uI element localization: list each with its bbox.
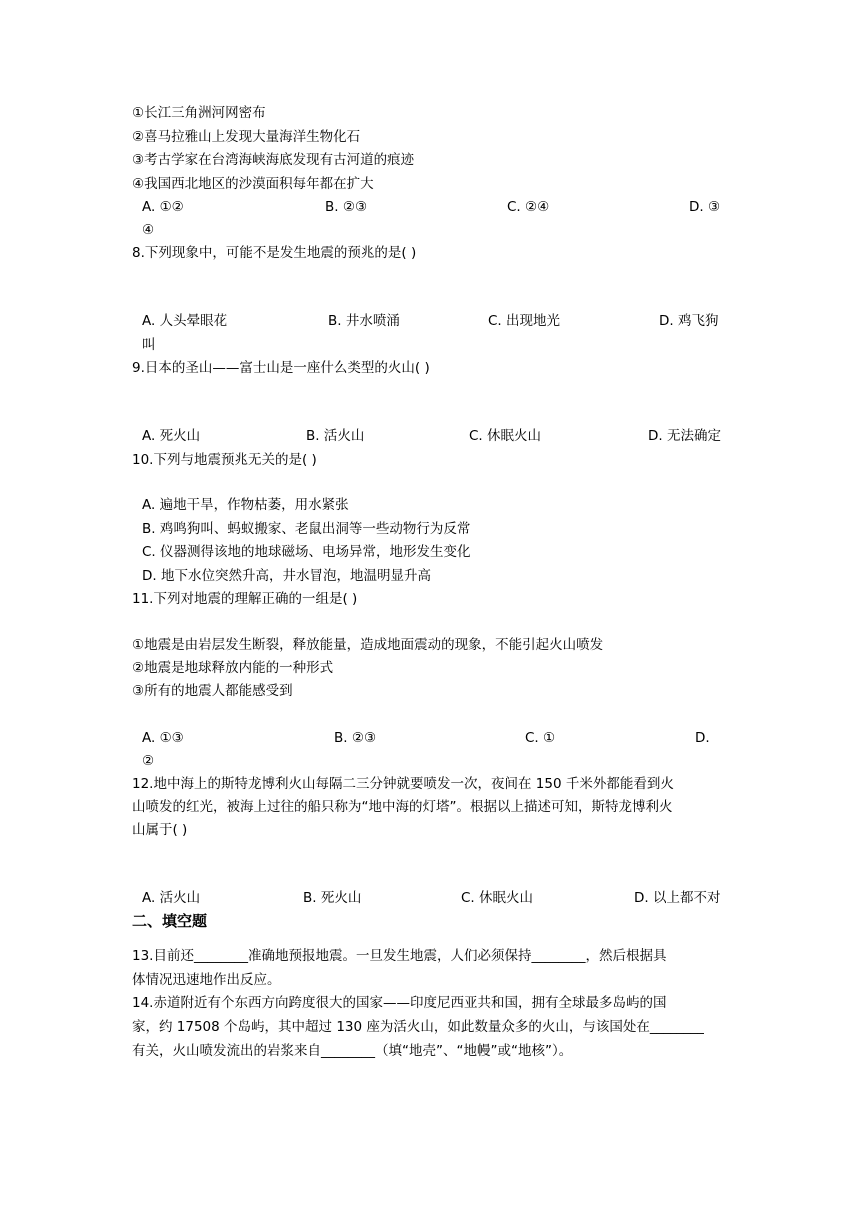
q12-option-a: A. 活火山 [142, 890, 201, 906]
q9-option-c: C. 休眠火山 [469, 428, 542, 444]
q9-option-a: A. 死火山 [142, 428, 201, 444]
q12-option-c: C. 休眠火山 [461, 890, 534, 906]
q11-option-d: D. [695, 730, 710, 746]
q10-option-c: C. 仪器测得该地的地球磁场、电场异常，地形发生变化 [142, 544, 471, 560]
q8-option-d: D. 鸡飞狗 [659, 313, 719, 329]
q7-option-b: B. ②③ [325, 199, 368, 215]
q7-option-d-wrap: ④ [142, 222, 155, 238]
q14-line-3: 有关，火山喷发流出的岩浆来自________（填“地壳”、“地幔”或“地核”）。 [132, 1043, 573, 1059]
q8-option-d-wrap: 叫 [142, 337, 156, 353]
q9-option-d: D. 无法确定 [648, 428, 721, 444]
q10-option-a: A. 遍地干旱，作物枯萎，用水紧张 [142, 497, 349, 513]
q12-option-d: D. 以上都不对 [634, 890, 721, 906]
section-heading-fill-in: 二、填空题 [132, 912, 208, 930]
q8-option-c: C. 出现地光 [488, 313, 561, 329]
q8-option-a: A. 人头晕眼花 [142, 313, 228, 329]
q11-stem: 11.下列对地震的理解正确的一组是( ) [132, 591, 358, 607]
q7-item-1: ①长江三角洲河网密布 [132, 105, 266, 121]
q7-item-2: ②喜马拉雅山上发现大量海洋生物化石 [132, 129, 361, 145]
q11-option-b: B. ②③ [334, 730, 377, 746]
q12-stem-line-2: 山喷发的红光，被海上过往的船只称为“地中海的灯塔”。根据以上描述可知，斯特龙博利火 [132, 799, 673, 815]
q11-option-d-wrap: ② [142, 753, 155, 769]
q10-stem: 10.下列与地震预兆无关的是( ) [132, 452, 317, 468]
q7-option-d: D. ③ [689, 199, 721, 215]
q14-line-1: 14.赤道附近有个东西方向跨度很大的国家——印度尼西亚共和国，拥有全球最多岛屿的国 [132, 995, 667, 1011]
q11-item-3: ③所有的地震人都能感受到 [132, 683, 293, 699]
q14-line-2: 家，约 17508 个岛屿，其中超过 130 座为活火山，如此数量众多的火山，与该国处在________ [132, 1019, 704, 1035]
q7-option-c: C. ②④ [507, 199, 550, 215]
q11-option-a: A. ①③ [142, 730, 184, 746]
q12-stem-line-1: 12.地中海上的斯特龙博利火山每隔二三分钟就要喷发一次，夜间在 150 千米外都能看到火 [132, 776, 674, 792]
q10-option-d: D. 地下水位突然升高，井水冒泡，地温明显升高 [142, 568, 431, 584]
q7-item-3: ③考古学家在台湾海峡海底发现有古河道的痕迹 [132, 152, 415, 168]
q12-option-b: B. 死火山 [303, 890, 362, 906]
q11-item-1: ①地震是由岩层发生断裂，释放能量，造成地面震动的现象，不能引起火山喷发 [132, 637, 604, 653]
q11-option-c: C. ① [525, 730, 556, 746]
q13-line-1: 13.目前还________准确地预报地震。一旦发生地震，人们必须保持________，然后根据具 [132, 948, 667, 964]
q8-stem: 8.下列现象中，可能不是发生地震的预兆的是( ) [132, 245, 417, 261]
q10-option-b: B. 鸡鸣狗叫、蚂蚁搬家、老鼠出洞等一些动物行为反常 [142, 521, 471, 537]
q9-option-b: B. 活火山 [306, 428, 365, 444]
q8-option-b: B. 井水喷涌 [328, 313, 400, 329]
q13-line-2: 体情况迅速地作出反应。 [132, 972, 281, 988]
q9-stem: 9.日本的圣山——富士山是一座什么类型的火山( ) [132, 360, 430, 376]
q7-item-4: ④我国西北地区的沙漠面积每年都在扩大 [132, 176, 374, 192]
q7-option-a: A. ①② [142, 199, 184, 215]
q11-item-2: ②地震是地球释放内能的一种形式 [132, 660, 334, 676]
q12-stem-line-3: 山属于( ) [132, 822, 188, 838]
